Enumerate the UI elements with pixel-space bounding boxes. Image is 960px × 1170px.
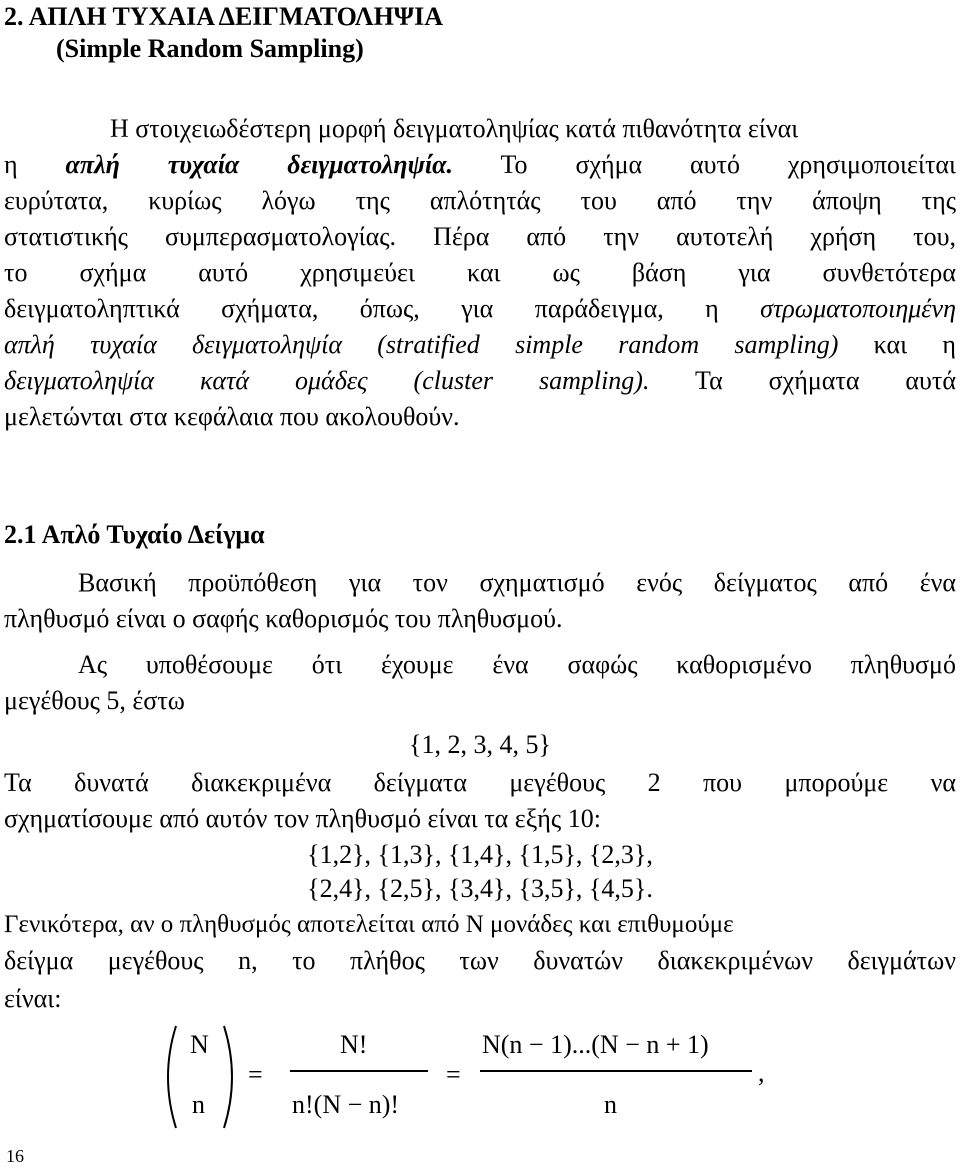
binomial-bottom: n: [192, 1090, 205, 1119]
left-paren: [168, 1026, 176, 1128]
intro-line-7: [4, 330, 956, 360]
fraction-1-numerator: N!: [340, 1030, 368, 1059]
population-set: {1, 2, 3, 4, 5}: [409, 730, 551, 759]
chapter-heading: 2. ΑΠΛΗ ΤΥΧΑΙΑ ΔΕΙΓΜΑΤΟΛΗΨΙΑ: [4, 2, 443, 31]
fraction-1-denominator: n!(N − n)!: [292, 1090, 400, 1119]
intro-line-8-a: δειγματοληψία κατά ομάδες (cluster sampling).: [4, 366, 650, 395]
page-number: 16: [6, 1146, 24, 1166]
intro-line-7-b: και η: [873, 330, 957, 359]
intro-line-1: Η στοιχειωδέστερη μορφή δειγματοληψίας κατά πιθανότητα είναι: [110, 114, 799, 143]
intro-line-6-b: στρωματοποιημένη: [760, 294, 956, 323]
section-p1-line-1: Βασική προϋπόθεση για τον σχηματισμό ενός δείγματος από ένα: [78, 568, 956, 597]
intro-line-2-c: Το σχήμα αυτό χρησιμοποιείται: [500, 150, 957, 179]
fraction-1-line: [290, 1070, 428, 1072]
intro-line-8: [4, 366, 956, 396]
intro-line-4: στατιστικής συμπερασματολογίας. Πέρα από την αυτοτελή χρήση του,: [4, 222, 956, 251]
intro-line-8-b: Τα σχήματα αυτά: [694, 366, 956, 395]
binomial-top: N: [190, 1030, 209, 1059]
section-title: 2.1 Απλό Τυχαίο Δείγμα: [4, 520, 265, 549]
fraction-2-denominator: n: [604, 1090, 617, 1119]
section-p4-line-2: δείγμα μεγέθους n, το πλήθος των δυνατών διακεκριμένων δειγμάτων: [4, 946, 956, 975]
intro-line-3: ευρύτατα, κυρίως λόγω της απλότητάς του από την άποψη της: [4, 186, 956, 215]
intro-line-9: μελετώνται στα κεφάλαια που ακολουθούν.: [4, 402, 460, 431]
section-p3-line-2: σχηματίσουμε από αυτόν τον πληθυσμό είναι τα εξής 10:: [4, 804, 601, 833]
intro-line-2: [4, 150, 956, 180]
fraction-2-numerator: N(n − 1)...(N − n + 1): [482, 1030, 709, 1059]
intro-line-6: [4, 294, 956, 324]
section-p4-line-1: Γενικότερα, αν ο πληθυσμός αποτελείται από N μονάδες και επιθυμούμε: [4, 911, 734, 938]
equals-sign-2: =: [446, 1060, 461, 1089]
right-paren: [224, 1026, 232, 1128]
formula-comma: ,: [758, 1058, 765, 1087]
samples-line-2: {2,4}, {2,5}, {3,4}, {3,5}, {4,5}.: [307, 874, 653, 903]
intro-line-2-a: η: [4, 150, 18, 179]
section-p2-line-1: Ας υποθέσουμε ότι έχουμε ένα σαφώς καθορισμένο πληθυσμό: [78, 650, 956, 679]
intro-line-6-a: δειγματοληπτικά σχήματα, όπως, για παράδειγμα, η: [4, 294, 719, 323]
section-p1-line-2: πληθυσμό είναι ο σαφής καθορισμός του πληθυσμού.: [4, 604, 563, 633]
fraction-2-line: [480, 1070, 752, 1072]
section-p4-line-3: είναι:: [4, 984, 62, 1013]
equals-sign-1: =: [248, 1060, 263, 1089]
section-p2-line-2: μεγέθους 5, έστω: [4, 686, 185, 715]
intro-line-7-a: απλή τυχαία δειγματοληψία (stratified simple random sampling): [4, 330, 839, 359]
chapter-subheading: (Simple Random Sampling): [56, 34, 364, 63]
section-p3-line-1: Τα δυνατά διακεκριμένα δείγματα μεγέθους 2 που μπορούμε να: [4, 768, 956, 797]
emphasis-simple-random-sampling: απλή τυχαία δειγματοληψία.: [65, 150, 454, 179]
samples-line-1: {1,2}, {1,3}, {1,4}, {1,5}, {2,3},: [307, 840, 653, 869]
intro-line-5: το σχήμα αυτό χρησιμεύει και ως βάση για συνθετότερα: [4, 258, 956, 287]
